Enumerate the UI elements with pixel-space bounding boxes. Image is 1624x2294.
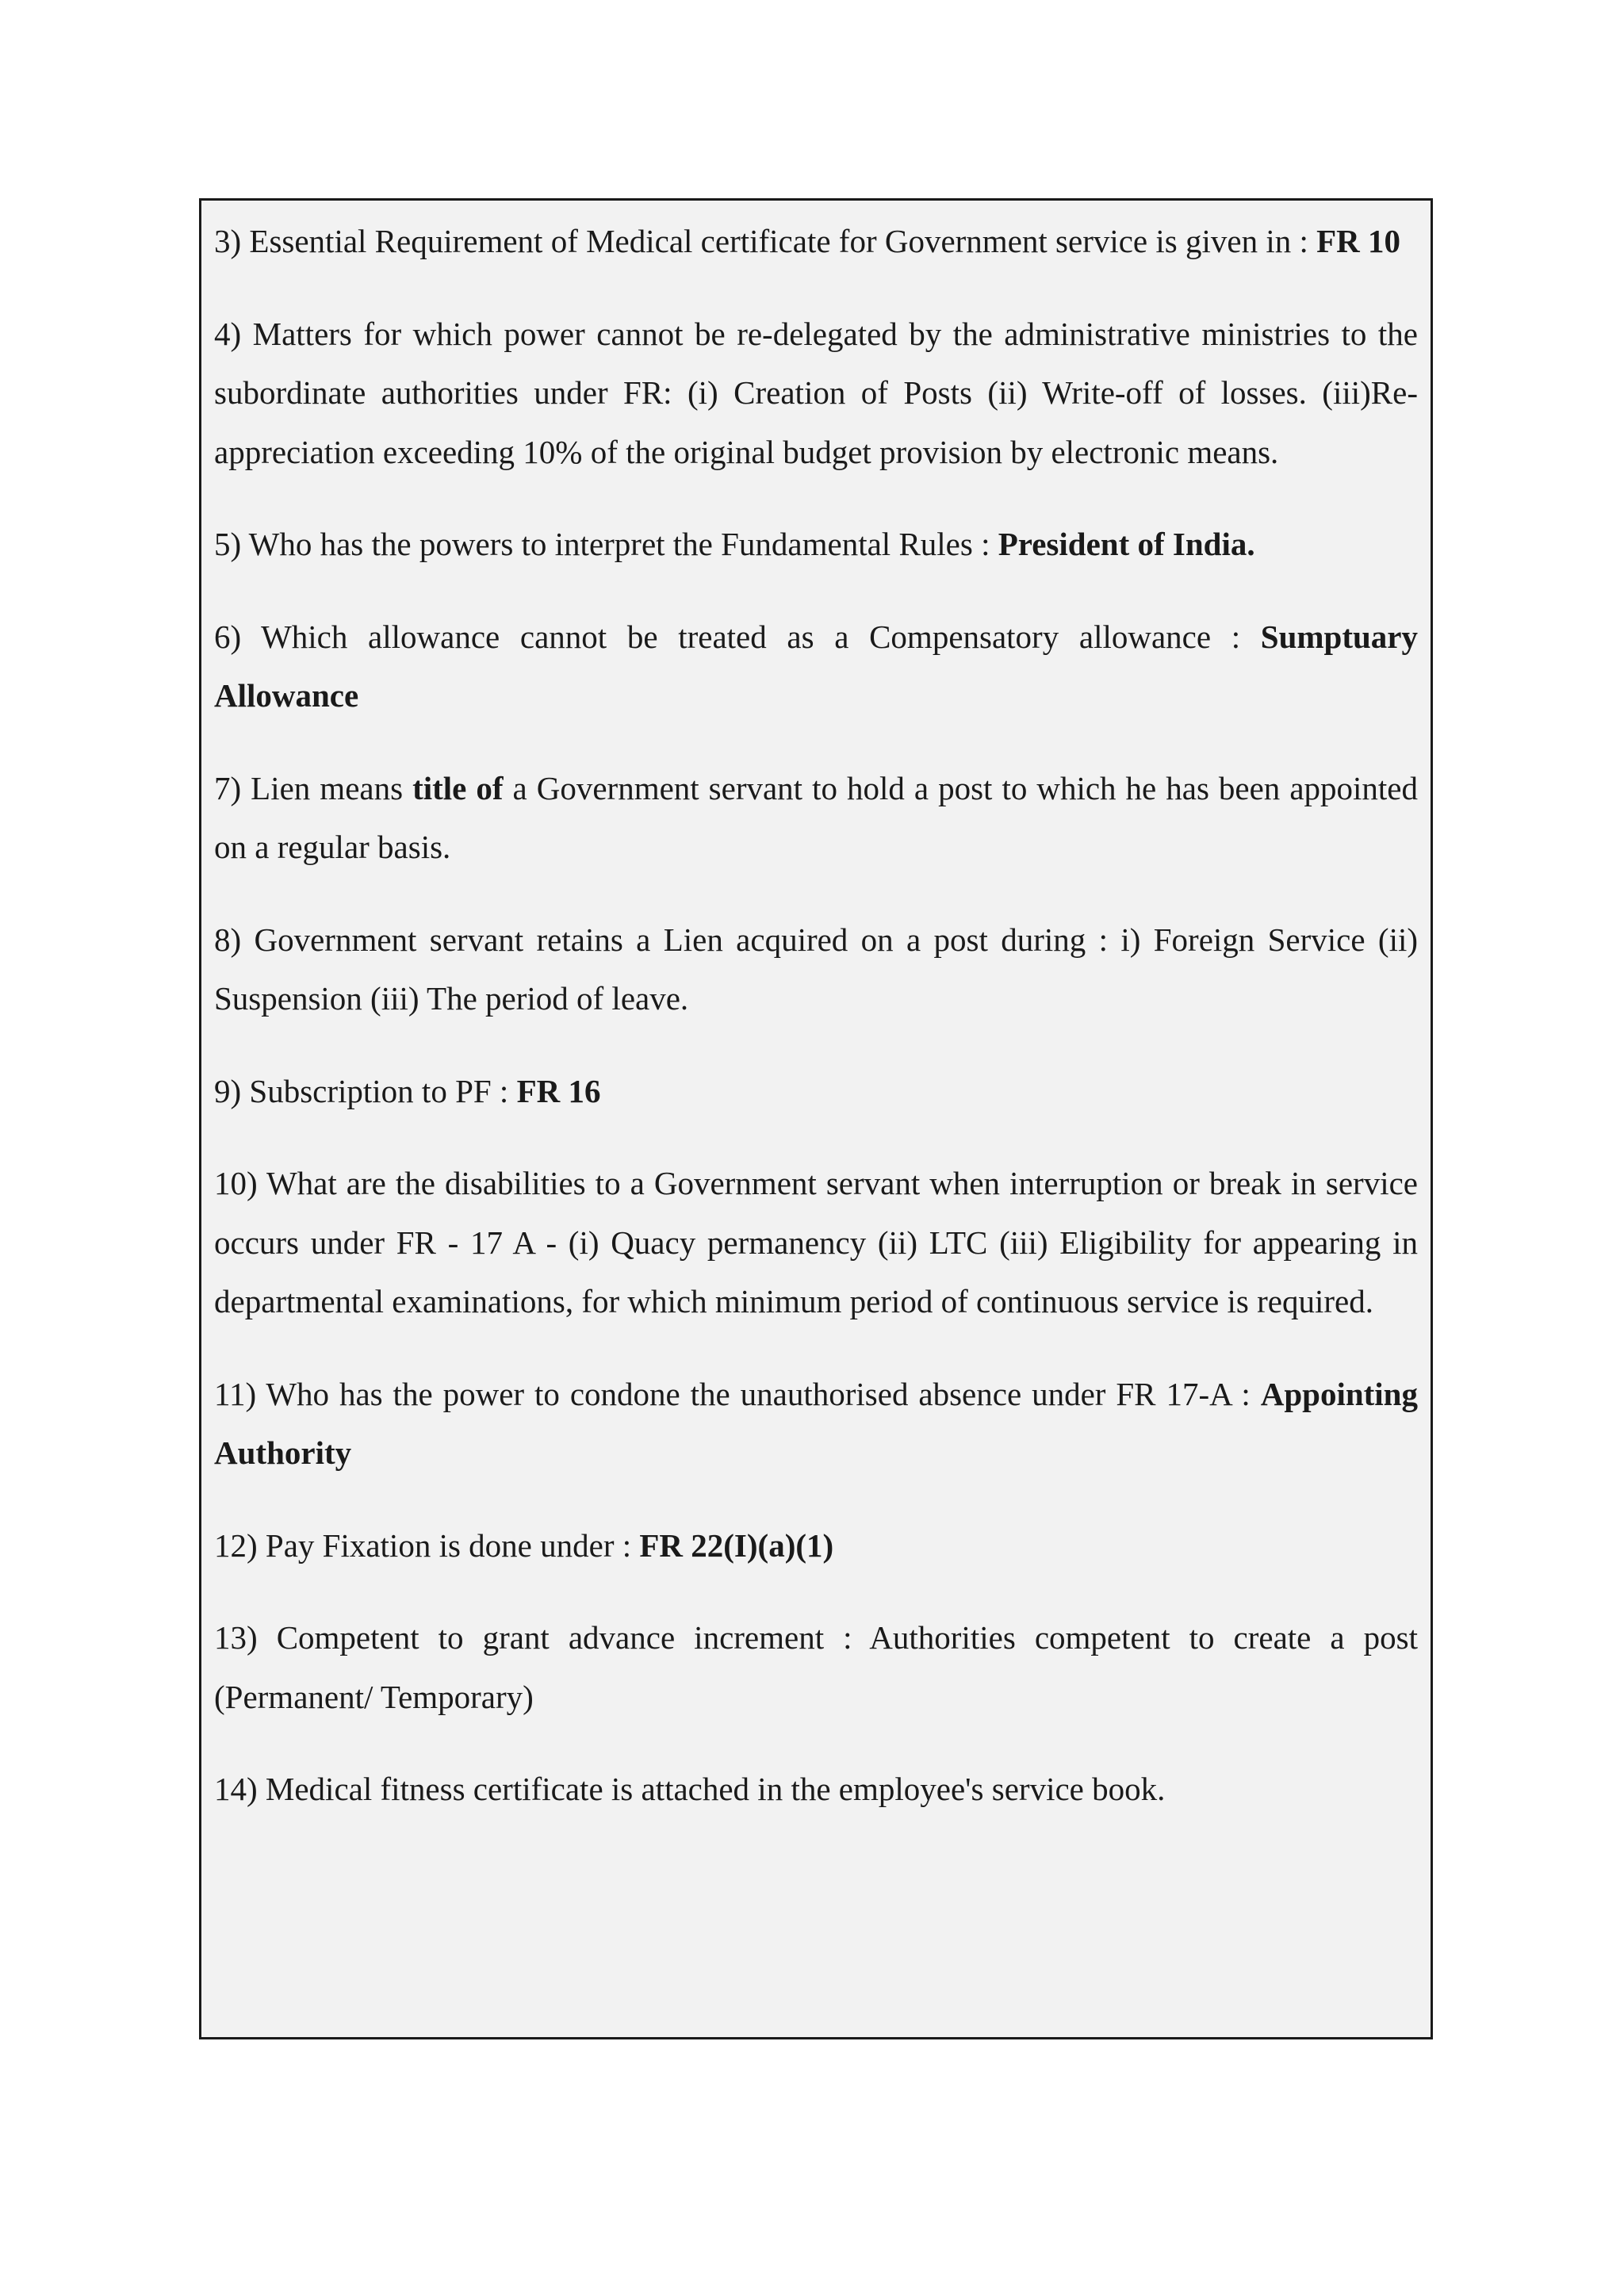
qa-item-5 (214, 515, 1418, 574)
qa-item-14 (214, 1760, 1418, 1819)
qa-item-5-question: 5) Who has the powers to interpret the Fundamental Rules : (214, 526, 998, 562)
qa-item-8-text: 8) Government servant retains a Lien acquired on a post during : i) Foreign Service (ii) Suspension (iii) The period of leave. (214, 921, 1418, 1017)
qa-item-7-text-end: a Government servant to hold a post to which he has been appointed on a regular basis. (214, 769, 1418, 865)
qa-item-12 (214, 1516, 1418, 1576)
qa-item-14-text: 14) Medical fitness certificate is attached in the employee's service book. (214, 1771, 1166, 1807)
qa-item-3 (214, 212, 1418, 271)
qa-item-13-text: 13) Competent to grant advance increment : Authorities competent to create a post (Permanent/ Temporary) (214, 1619, 1418, 1715)
qa-box (199, 198, 1433, 2039)
qa-item-3-answer: FR 10 (1316, 223, 1401, 259)
qa-item-12-question: 12) Pay Fixation is done under : (214, 1526, 640, 1564)
qa-item-13 (214, 1608, 1418, 1726)
qa-item-8 (214, 910, 1418, 1028)
qa-item-6-answer: Sumptuary Allowance (214, 618, 1418, 714)
qa-item-10 (214, 1154, 1418, 1331)
qa-item-10-text: 10) What are the disabilities to a Government servant when interruption or break in service occurs under FR - 17 A - (i) Quacy permanency (ii) LTC (iii) Eligibility for appearing in departmental examinations, for which minimum period of continuous service is required. (214, 1165, 1418, 1319)
qa-item-11-question: 11) Who has the power to condone the unauthorised absence under FR 17-A : (214, 1375, 1261, 1412)
qa-item-7 (214, 759, 1418, 877)
qa-item-7-text-start: 7) Lien means (214, 769, 413, 806)
qa-item-7-emphasis: title of (412, 769, 504, 806)
qa-item-4-text: 4) Matters for which power cannot be re-delegated by the administrative ministries to the subordinate authorities under FR: (i) Creation of Posts (ii) Write-off of losses. (iii)Re-appreciation exceeding 10% of the original budget provision by electronic means. (214, 315, 1418, 470)
qa-item-12-answer: FR 22(I)(a)(1) (639, 1526, 834, 1564)
qa-item-9-question: 9) Subscription to PF : (214, 1072, 517, 1109)
qa-item-11 (214, 1365, 1418, 1483)
qa-item-9-answer: FR 16 (516, 1072, 601, 1109)
qa-item-9 (214, 1062, 1418, 1121)
qa-item-3-question: 3) Essential Requirement of Medical certificate for Government service is given in : (214, 223, 1317, 259)
qa-item-11-answer: Appointing Authority (214, 1375, 1418, 1471)
qa-item-4 (214, 304, 1418, 482)
qa-item-5-answer: President of India. (998, 526, 1255, 562)
qa-item-6 (214, 607, 1418, 726)
qa-item-6-question: 6) Which allowance cannot be treated as a Compensatory allowance : (214, 618, 1261, 655)
